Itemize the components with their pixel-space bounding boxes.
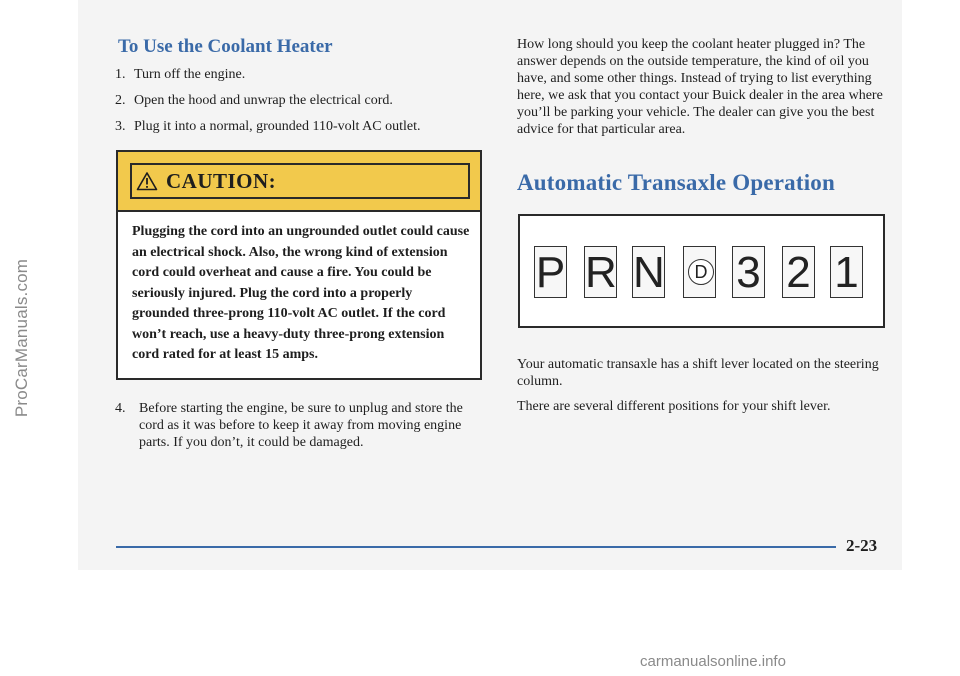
side-watermark: ProCarManuals.com <box>12 258 31 418</box>
bottom-watermark: carmanualsonline.info <box>640 653 786 670</box>
step-text: Before starting the engine, be sure to unplug and store the cord as it was before to keep it away from moving engine parts. If you don’t, it could be damaged. <box>139 401 463 450</box>
step-number: 4. <box>115 401 126 416</box>
list-item <box>115 400 485 451</box>
footer-rule <box>116 546 836 548</box>
shift-indicator-illustration <box>518 214 885 328</box>
gear-position-p: P <box>535 248 566 297</box>
caution-text: Plugging the cord into an ungrounded outlet could cause an electrical shock. Also, the wrong kind of extension cord could overheat and cause a fire. You could be seriously injured. Plug the cord into a properly grounded three-prong 110-volt AC outlet. If the cord won’t reach, use a heavy-duty three-prong extension cord rated for at least 15 amps. <box>132 224 470 362</box>
page-number: 2-23 <box>846 536 878 555</box>
step-number: 1. <box>115 67 126 82</box>
step-number: 3. <box>115 119 126 134</box>
caution-box <box>116 150 482 380</box>
coolant-heater-duration-paragraph: How long should you keep the coolant heater plugged in? The answer depends on the outside temperature, the kind of oil you have, and some other things. Instead of trying to list everything here, we ask that you contact your Buick dealer in the area where you’ll be parking your vehicle. The dealer can give you the best advice for that particular area. <box>517 37 883 137</box>
gear-position-d-label: D <box>688 259 714 285</box>
caution-title: CAUTION: <box>166 168 277 193</box>
list-item <box>115 118 485 135</box>
gear-position-3: 3 <box>732 246 765 298</box>
gear-position-n: N <box>633 248 665 297</box>
gear-position-2: 2 <box>782 246 815 298</box>
caution-header <box>118 152 480 212</box>
list-item <box>115 92 485 109</box>
step-text: Turn off the engine. <box>134 67 246 82</box>
shift-positions-paragraph: There are several different positions for your shift lever. <box>517 399 831 414</box>
step-number: 2. <box>115 93 126 108</box>
step-text: Plug it into a normal, grounded 110-volt AC outlet. <box>134 119 421 134</box>
gear-position-r: R <box>585 248 617 297</box>
warning-triangle-icon <box>136 171 158 191</box>
section-heading-transaxle: Automatic Transaxle Operation <box>517 170 835 195</box>
section-heading-coolant-heater: To Use the Coolant Heater <box>118 36 333 57</box>
caution-label <box>130 163 470 199</box>
gear-position-d <box>683 246 716 298</box>
steps-list <box>115 66 485 144</box>
shift-lever-paragraph: Your automatic transaxle has a shift lever located on the steering column. <box>517 357 879 389</box>
step-text: Open the hood and unwrap the electrical cord. <box>134 93 393 108</box>
list-item <box>115 66 485 83</box>
gear-position-1: 1 <box>830 246 863 298</box>
